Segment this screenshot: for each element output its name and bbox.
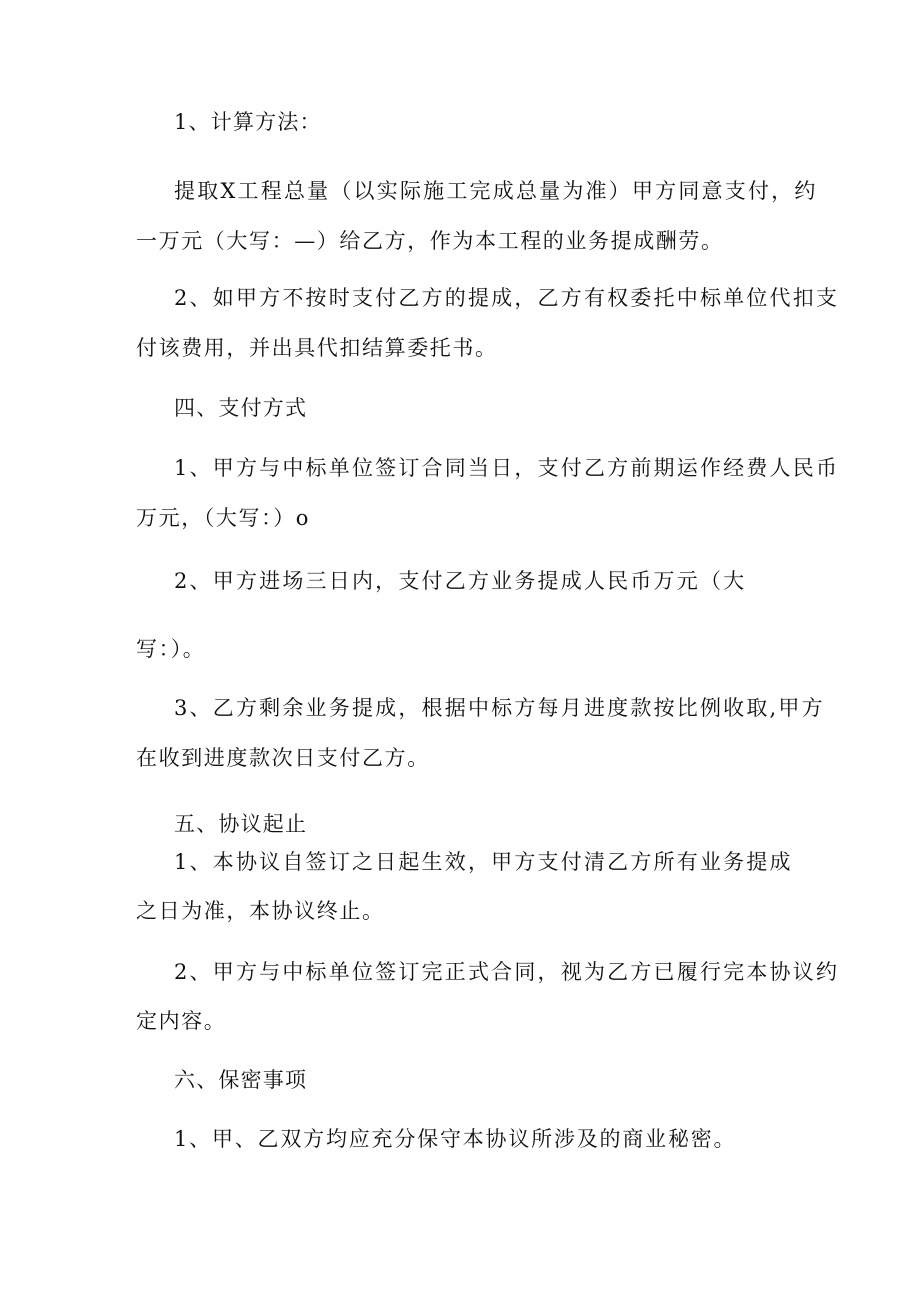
paragraph-line: 2、甲方进场三日内，支付乙方业务提成人民币万元（大 [174,569,747,593]
calc-method-heading: 1、计算方法： [174,110,322,134]
section-heading-confidentiality: 六、保密事项 [174,1068,308,1092]
paragraph-line: 付该费用，并出具代扣结算委托书。 [136,336,498,360]
paragraph-line: 提取X工程总量（以实际施工完成总量为准）甲方同意支付，约 [174,179,818,203]
paragraph-line: 1、甲方与中标单位签订合同当日，支付乙方前期运作经费人民币 [174,456,840,480]
paragraph-line: 3、乙方剩余业务提成，根据中标方每月进度款按比例收取,甲方 [174,696,825,720]
section-heading-term: 五、协议起止 [174,812,308,836]
paragraph-line: 2、甲方与中标单位签订完正式合同，视为乙方已履行完本协议约 [174,960,840,984]
paragraph-line: 万元，（大写：）o [136,506,311,530]
paragraph-line: 1、本协议自签订之日起生效，甲方支付清乙方所有业务提成 [174,850,793,874]
paragraph-line: 1、甲、乙双方均应充分保守本协议所涉及的商业秘密。 [174,1127,737,1151]
paragraph-line: 定内容。 [136,1009,227,1033]
section-heading-payment: 四、支付方式 [174,396,308,420]
paragraph-line: 2、如甲方不按时支付乙方的提成，乙方有权委托中标单位代扣支 [174,286,840,310]
paragraph-line: 之日为准，本协议终止。 [136,899,385,923]
paragraph-line: 一万元（大写：—）给乙方，作为本工程的业务提成酬劳。 [136,229,724,253]
paragraph-line: 在收到进度款次日支付乙方。 [136,746,430,770]
paragraph-line: 写：）。 [136,637,206,661]
